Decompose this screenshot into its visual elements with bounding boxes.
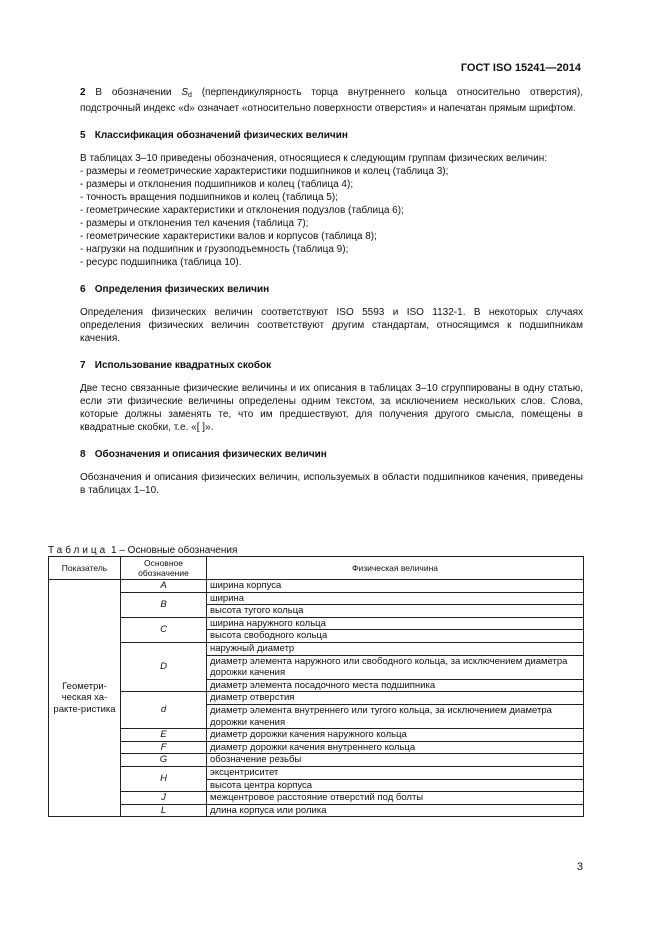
page-content	[80, 86, 583, 497]
quantity-cell: ширина	[207, 592, 584, 605]
symbol-cell: H	[121, 766, 207, 791]
quantity-cell: обозначение резьбы	[207, 754, 584, 767]
indicator-cell: Геометри-ческая ха-ракте-ристика	[49, 580, 121, 817]
table-caption	[48, 545, 237, 556]
section-7-number: 7	[80, 360, 86, 371]
list-item: - размеры и отклонения тел качения (таблица 7);	[80, 218, 309, 229]
table-row	[49, 804, 584, 817]
quantity-cell: наружный диаметр	[207, 642, 584, 655]
table-body	[49, 580, 584, 817]
note-prefix: В обозначении	[95, 87, 182, 98]
section-6-number: 6	[80, 284, 86, 295]
table-caption-word: Таблица	[48, 545, 109, 556]
quantity-cell: эксцентриситет	[207, 766, 584, 779]
quantity-cell: диаметр элемента внутреннего или тугого кольца, за исключением диаметра дорожки качения	[207, 704, 584, 728]
quantity-cell: высота тугого кольца	[207, 605, 584, 618]
section-8-number: 8	[80, 449, 86, 460]
section-8-title: Обозначения и описания физических величин	[94, 449, 327, 460]
table-row	[49, 792, 584, 805]
table-row	[49, 766, 584, 779]
section-8-heading	[80, 448, 583, 461]
note-symbol: S	[181, 87, 188, 98]
note-symbol-sub: d	[187, 92, 192, 99]
symbol-cell: d	[121, 692, 207, 729]
symbol-cell: C	[121, 617, 207, 642]
symbol-cell: B	[121, 592, 207, 617]
quantity-cell: диаметр элемента посадочного места подшипника	[207, 679, 584, 692]
list-item: - геометрические характеристики валов и корпусов (таблица 8);	[80, 231, 377, 242]
section-7-text: Две тесно связанные физические величины и их описания в таблицах 3–10 сгруппированы в одну статью, если эти физические величины определены одним текстом, за исключением нескольких слов. Слова, которые должны заменять те, что им предшествуют, для получения другого смысла, помещены в квадратные скобки, т.е. «[ ]».	[80, 383, 583, 433]
symbol-cell: F	[121, 741, 207, 754]
quantity-cell: межцентровое расстояние отверстий под болты	[207, 792, 584, 805]
symbol-cell: E	[121, 729, 207, 742]
section-5-title: Классификация обозначений физических величин	[94, 130, 348, 141]
list-item: - точность вращения подшипников и колец (таблица 5);	[80, 192, 338, 203]
table-row	[49, 617, 584, 630]
quantity-cell: диаметр дорожки качения внутреннего кольца	[207, 741, 584, 754]
symbol-cell: J	[121, 792, 207, 805]
quantity-cell: высота центра корпуса	[207, 779, 584, 792]
list-item: - геометрические характеристики и отклонения подузлов (таблица 6);	[80, 205, 404, 216]
standard-header: ГОСТ ISO 15241—2014	[460, 62, 581, 74]
header-quantity: Физическая величина	[207, 557, 584, 580]
section-7-title: Использование квадратных скобок	[94, 360, 272, 371]
note-rest: (перпендикулярность торца внутреннего кольца относительно отверстия), подстрочный индекс «d» означает «относительно поверхности отверстия» и напечатан прямым шрифтом.	[80, 87, 583, 114]
header-symbol: Основное обозначение	[121, 557, 207, 580]
list-item: - размеры и отклонения подшипников и колец (таблица 4);	[80, 179, 354, 190]
section-7-heading	[80, 359, 583, 372]
quantity-cell: длина корпуса или ролика	[207, 804, 584, 817]
quantity-cell: ширина корпуса	[207, 580, 584, 593]
table-row	[49, 580, 584, 593]
section-5-heading	[80, 129, 583, 142]
quantity-cell: ширина наружного кольца	[207, 617, 584, 630]
list-item: - ресурс подшипника (таблица 10).	[80, 257, 242, 268]
section-8-text: Обозначения и описания физических величин, используемых в области подшипников качения, приведены в таблицах 1–10.	[80, 472, 583, 496]
table-header-row	[49, 557, 584, 580]
section-5-intro: В таблицах 3–10 приведены обозначения, относящиеся к следующим группам физических величин:	[80, 153, 548, 164]
table-row	[49, 754, 584, 767]
header-indicator: Показатель	[49, 557, 121, 580]
list-item: - нагрузки на подшипник и грузоподъемность (таблица 9);	[80, 244, 349, 255]
symbol-cell: L	[121, 804, 207, 817]
section-6-text: Определения физических величин соответствуют ISO 5593 и ISO 1132-1. В некоторых случаях определения физических величин соответствуют другим стандартам, относящимся к подшипникам качения.	[80, 307, 583, 344]
table-caption-rest: 1 – Основные обозначения	[111, 545, 238, 556]
symbol-cell: D	[121, 642, 207, 691]
section-5-number: 5	[80, 130, 86, 141]
section-6-heading	[80, 283, 583, 296]
symbols-table	[48, 556, 584, 817]
table-row	[49, 592, 584, 605]
quantity-cell: диаметр дорожки качения наружного кольца	[207, 729, 584, 742]
quantity-cell: диаметр элемента наружного или свободного кольца, за исключением диаметра дорожки качения	[207, 655, 584, 679]
section-6-title: Определения физических величин	[94, 284, 270, 295]
table-row	[49, 642, 584, 655]
quantity-cell: высота свободного кольца	[207, 630, 584, 643]
note-label: 2	[80, 87, 86, 98]
page-number: 3	[576, 861, 583, 873]
symbol-cell: G	[121, 754, 207, 767]
note-2	[80, 86, 583, 115]
table-row	[49, 729, 584, 742]
quantity-cell: диаметр отверстия	[207, 692, 584, 705]
section-5-list	[80, 165, 583, 269]
symbol-cell: A	[121, 580, 207, 593]
table-row	[49, 692, 584, 705]
list-item: - размеры и геометрические характеристики подшипников и колец (таблица 3);	[80, 166, 449, 177]
table-row	[49, 741, 584, 754]
